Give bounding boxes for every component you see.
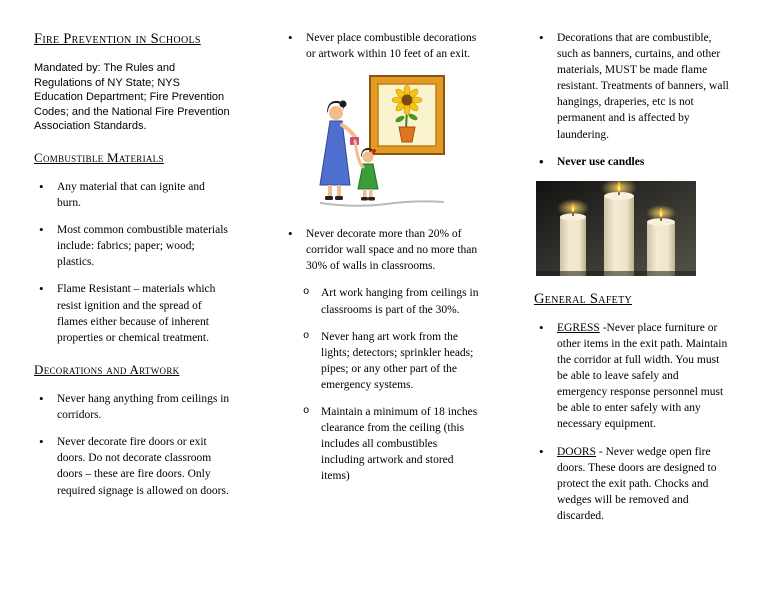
list-item: • Flame Resistant – materials which resist ignition and the spread of flames either because of inherent properties or chemical treatment. [34, 281, 230, 345]
section-heading-combustible-materials: Combustible Materials [34, 149, 164, 165]
column-right [534, 30, 730, 593]
child-figure [355, 141, 378, 201]
column-middle [283, 30, 481, 593]
egress-item [534, 320, 730, 433]
candle [646, 205, 676, 276]
section-heading-decorations-artwork: Decorations and Artwork [34, 361, 180, 377]
doors-label: DOORS [557, 445, 596, 458]
woman-figure [320, 101, 359, 201]
candles-photo [536, 181, 696, 276]
candle [557, 199, 589, 276]
section-heading-general-safety: General Safety [534, 290, 633, 307]
sub-list-item: o Maintain a minimum of 18 inches clearance from the ceiling (this includes all combustibles including artwork and stored items) [283, 404, 481, 484]
candles-photo-image [536, 181, 696, 276]
sub-list-item: o Art work hanging from ceilings in classrooms is part of the 30%. [283, 285, 481, 317]
right-bullet-list-top [534, 30, 730, 170]
column-left [34, 30, 230, 593]
egress-text: -Never place furniture or other items in the exit path. Maintain the corridor at full width. You must be able to leave safely and emergency response personnel must be able to enter safely with any necessary equipment. [557, 321, 728, 431]
list-item: • Never decorate more than 20% of corridor wall space and no more than 30% of walls in classrooms. [283, 226, 481, 274]
middle-sub-bullet-list [283, 285, 481, 484]
vase [399, 127, 415, 142]
list-item: • Most common combustible materials include: fabrics; paper; wood; plastics. [34, 222, 230, 270]
page-title: Fire Prevention in Schools [34, 31, 201, 47]
combustible-materials-list [34, 179, 230, 346]
artwork-clipart-image [316, 73, 448, 209]
list-item: • Never place combustible decorations or artwork within 10 feet of an exit. [283, 30, 481, 62]
artwork-clipart [316, 73, 448, 214]
candle [601, 181, 637, 276]
general-safety-list [534, 320, 730, 524]
never-use-candles-item: • Never use candles [534, 154, 730, 170]
doors-text: - Never wedge open fire doors. These doors are designed to protect the exit path. Chocks and wedges will be removed and discarded. [557, 445, 717, 522]
list-item: • Never hang anything from ceilings in corridors. [34, 391, 230, 423]
ground-line [320, 202, 444, 206]
doors-item [534, 444, 730, 524]
list-item: • Never decorate fire doors or exit doors. Do not decorate classroom doors – these are fire doors. Only required signage is allowed on doors. [34, 434, 230, 498]
list-item: • Decorations that are combustible, such as banners, curtains, and other materials, MUST be made flame resistant. Treatments of banners, wall hangings, draperies, etc is not permanent and is affected by laundering. [534, 30, 730, 143]
middle-bullet-list-top [283, 30, 481, 62]
egress-label: EGRESS [557, 321, 600, 334]
middle-bullet-list-bottom [283, 226, 481, 274]
sub-list-item: o Never hang art work from the lights; detectors; sprinkler heads; pipes; or any other part of the emergency systems. [283, 329, 481, 393]
list-item: • Any material that can ignite and burn. [34, 179, 230, 211]
mandate-paragraph: Mandated by: The Rules and Regulations of NY State; NYS Education Department; Fire Prevention Codes; and the National Fire Prevention Association Standards. [34, 62, 230, 133]
decorations-artwork-list [34, 391, 230, 499]
